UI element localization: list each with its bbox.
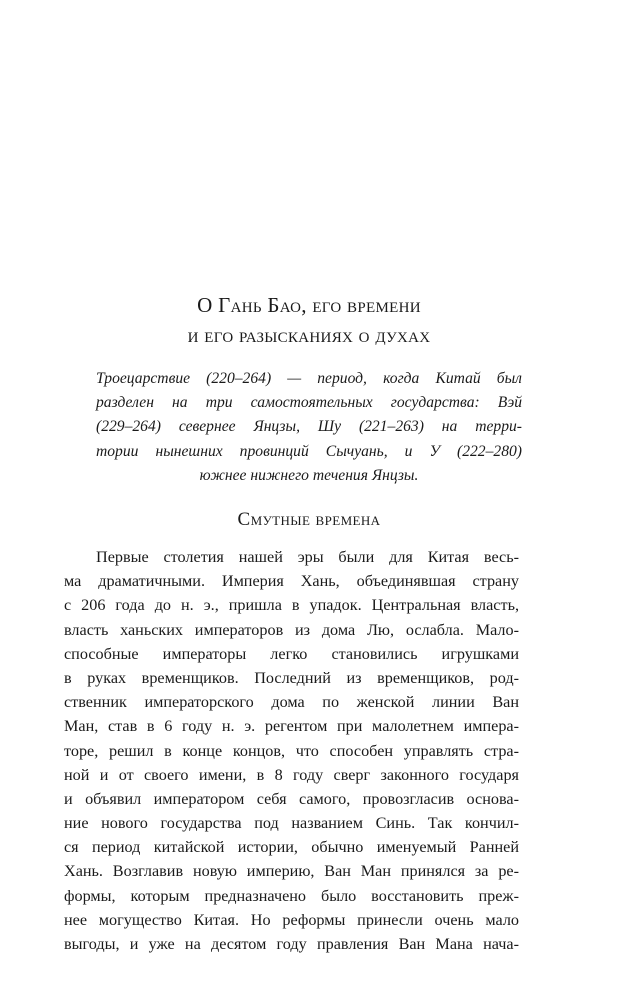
body-line: ние нового государства под названием Синь. Так кончил- [64,814,519,833]
epigraph [96,367,522,488]
body-line: способные императоры легко становились игрушками [64,644,519,663]
body-line: торе, решил в конце концов, что способен управлять стра- [64,741,519,760]
body-line: нее могущество Китая. Но реформы принесли очень мало [64,910,519,929]
body-paragraph [64,545,519,956]
body-line: Хань. Возглавив новую империю, Ван Ман принялся за ре- [64,862,519,881]
body-line: ся период китайской истории, обычно именуемый Ранней [64,838,519,857]
chapter-title-text-1: О Гань Бао, его времени [197,293,421,317]
chapter-title-line-1 [96,290,522,320]
body-line: Ман, став в 6 году н. э. регентом при малолетнем импера- [64,717,519,736]
body-line: и объявил императором себя самого, провозгласив основа- [64,789,519,808]
body-line: Первые столетия нашей эры были для Китая весь- [96,548,519,566]
epigraph-line: тории нынешних провинций Сычуань, и У (222–280) [96,442,522,460]
body-line: ственник императорского дома по женской линии Ван [64,693,519,712]
chapter-title-text-2: и его разысканиях о духах [187,323,431,347]
body-line: с 206 года до н. э., пришла в упадок. Центральная власть, [64,596,519,615]
section-title: Смутные времена [237,509,381,530]
body-line: в руках временщиков. Последний из временщиков, род- [64,668,519,687]
body-line: ма драматичными. Империя Хань, объединявшая страну [64,572,519,591]
body-line: ной и от своего имени, в 8 году сверг законного государя [64,765,519,784]
body-line: выгоды, и уже на десятом году правления Ван Мана нача- [64,935,519,953]
body-line: формы, которым предназначено было восстановить преж- [64,886,519,905]
chapter-title-line-2 [96,320,522,350]
epigraph-line: южнее нижнего течения Янцзы. [199,466,419,484]
epigraph-line: (229–264) севернее Янцзы, Шу (221–263) на терри- [96,418,522,436]
epigraph-line: разделен на три самостоятельных государства: Вэй [96,394,522,412]
epigraph-line: Троецарствие (220–264) — период, когда Китай был [96,370,522,387]
body-line: власть ханьских императоров из дома Лю, ослабла. Мало- [64,620,519,639]
